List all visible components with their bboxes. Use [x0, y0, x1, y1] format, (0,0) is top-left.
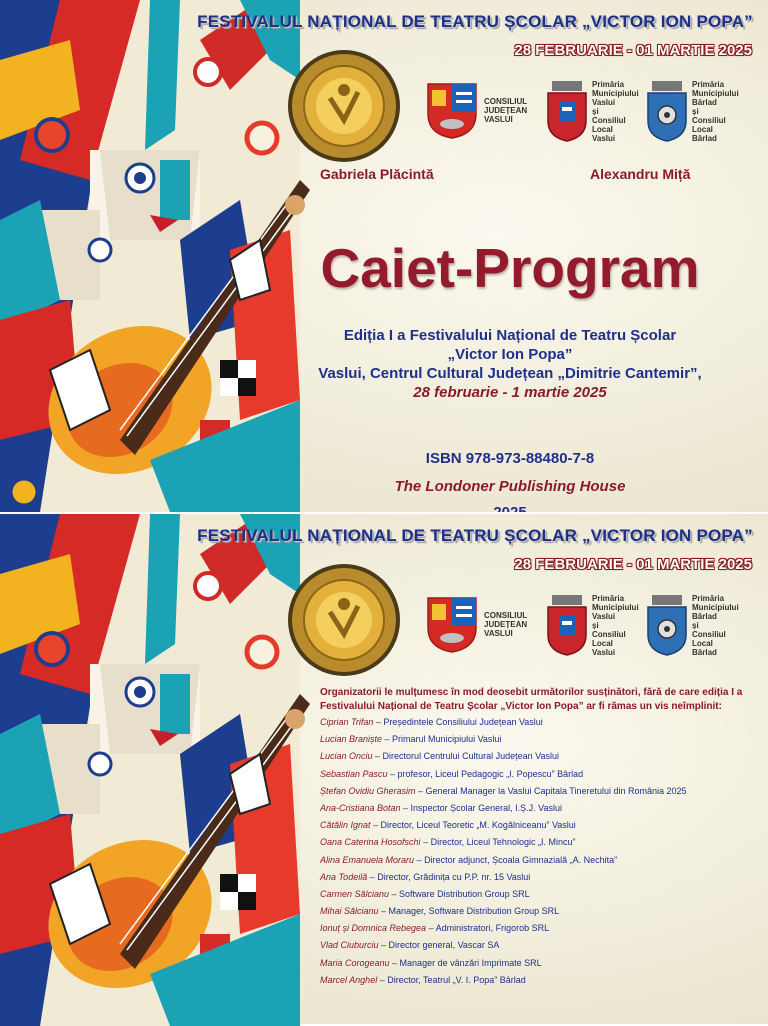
barlad-logo-text: Primăria Municipiului Bârlad și Consiliul Local Bârlad: [692, 80, 739, 143]
council-logo: [424, 594, 527, 654]
barlad-city-logo: [646, 594, 739, 657]
edition-subtitle: Ediția I a Festivalului Național de Teatru Școlar „Victor Ion Popa” Vaslui, Centrul Cultural Județean „Dimitrie Cantemir”, 28 februarie - 1 martie 2025: [318, 327, 702, 401]
festival-dates: 28 FEBRUARIE - 01 MARTIE 2025: [514, 556, 752, 573]
council-logo-text: CONSILIUL JUDEȚEAN VASLUI: [484, 96, 528, 124]
council-logo: [424, 80, 527, 140]
list-item: Ciprian Trifan – Președintele Consiliului Județean Vaslui: [320, 717, 543, 727]
vaslui-logo-text: Primăria Municipiului Vaslui și Consiliul Local Vaslui: [592, 80, 639, 143]
cover-page: [0, 0, 768, 512]
festival-dates: 28 FEBRUARIE - 01 MARTIE 2025: [514, 42, 752, 59]
vaslui-city-logo: [546, 594, 639, 657]
list-item: Ștefan Ovidiu Gherasim – General Manager la Vaslui Capitala Tineretului din România 2025: [320, 785, 687, 796]
list-item: Sebastian Pascu – profesor, Liceul Pedagogic „I. Popescu” Bârlad: [320, 768, 584, 779]
list-item: Mihai Sălcianu – Manager, Software Distribution Group SRL: [320, 906, 560, 917]
list-item: Alina Emanuela Moraru – Director adjunct, Școala Gimnazială „A. Nechita”: [320, 854, 618, 865]
list-item: Lucian Onciu – Directorul Centrului Cultural Județean Vaslui: [320, 751, 559, 762]
council-logo-text: CONSILIUL JUDEȚEAN VASLUI: [484, 610, 528, 638]
supporters-list: [320, 714, 760, 989]
list-item: Ana-Cristiana Botan – Inspector Școlar General, I.Ș.J. Vaslui: [320, 802, 562, 813]
isbn: ISBN 978-973-88480-7-8: [425, 450, 595, 467]
list-item: Maria Corogeanu – Manager de vânzări Imprimate SRL: [320, 957, 542, 968]
abstract-violinist-artwork: [0, 514, 300, 1026]
vaslui-crest-icon: [546, 595, 588, 657]
vaslui-logo-text: Primăria Municipiului Vaslui și Consiliul Local Vaslui: [592, 594, 639, 657]
list-item: Cătălin Ignat – Director, Liceul Teoretic „M. Kogălniceanu” Vaslui: [320, 820, 576, 831]
barlad-logo-text: Primăria Municipiului Bârlad și Consiliul Local Bârlad: [692, 594, 739, 657]
vaslui-crest-icon: [546, 81, 588, 143]
barlad-city-logo: [646, 80, 739, 143]
main-title: Caiet-Program: [320, 237, 700, 299]
list-item: Oana Caterina Hosofschi – Director, Liceul Tehnologic „I. Mincu”: [320, 837, 576, 848]
list-item: Vlad Ciuburciu – Director general, Vascar SA: [320, 940, 500, 951]
list-item: Ana Todeilă – Director, Grădinița cu P.P. nr. 15 Vaslui: [320, 871, 531, 882]
author-name-right: Alexandru Miță: [590, 166, 691, 182]
school-seal-logo: [286, 562, 402, 678]
school-seal-logo: [286, 48, 402, 164]
vaslui-city-logo: [546, 80, 639, 143]
list-item: Ionuț și Domnica Rebegea – Administratori, Frigorob SRL: [320, 923, 550, 934]
barlad-crest-icon: [646, 81, 688, 143]
festival-title: FESTIVALUL NAȚIONAL DE TEATRU ȘCOLAR „VICTOR ION POPA”: [197, 526, 753, 545]
festival-title: FESTIVALUL NAȚIONAL DE TEATRU ȘCOLAR „VICTOR ION POPA”: [197, 12, 753, 31]
author-name-left: Gabriela Plăcintă: [320, 166, 434, 182]
acknowledgements-page: [0, 512, 768, 1024]
list-item: Marcel Anghel – Director, Teatrul „V. I. Popa” Bârlad: [320, 974, 526, 985]
acknowledgement-intro: Organizatorii le mulțumesc în mod deosebit următorilor susținători, fără de care ediția I a Festivalului Național de Teatru Școlar „Victor Ion Popa” ar fi rămas un vis neîmplinit:: [320, 687, 743, 712]
council-crest-icon: [424, 80, 480, 140]
barlad-crest-icon: [646, 595, 688, 657]
council-crest-icon: [424, 594, 480, 654]
abstract-violinist-artwork: [0, 0, 300, 512]
list-item: Carmen Sălcianu – Software Distribution Group SRL: [320, 888, 530, 899]
publisher: The Londoner Publishing House: [394, 478, 626, 495]
list-item: Lucian Braniște – Primarul Municipiului Vaslui: [320, 734, 502, 745]
